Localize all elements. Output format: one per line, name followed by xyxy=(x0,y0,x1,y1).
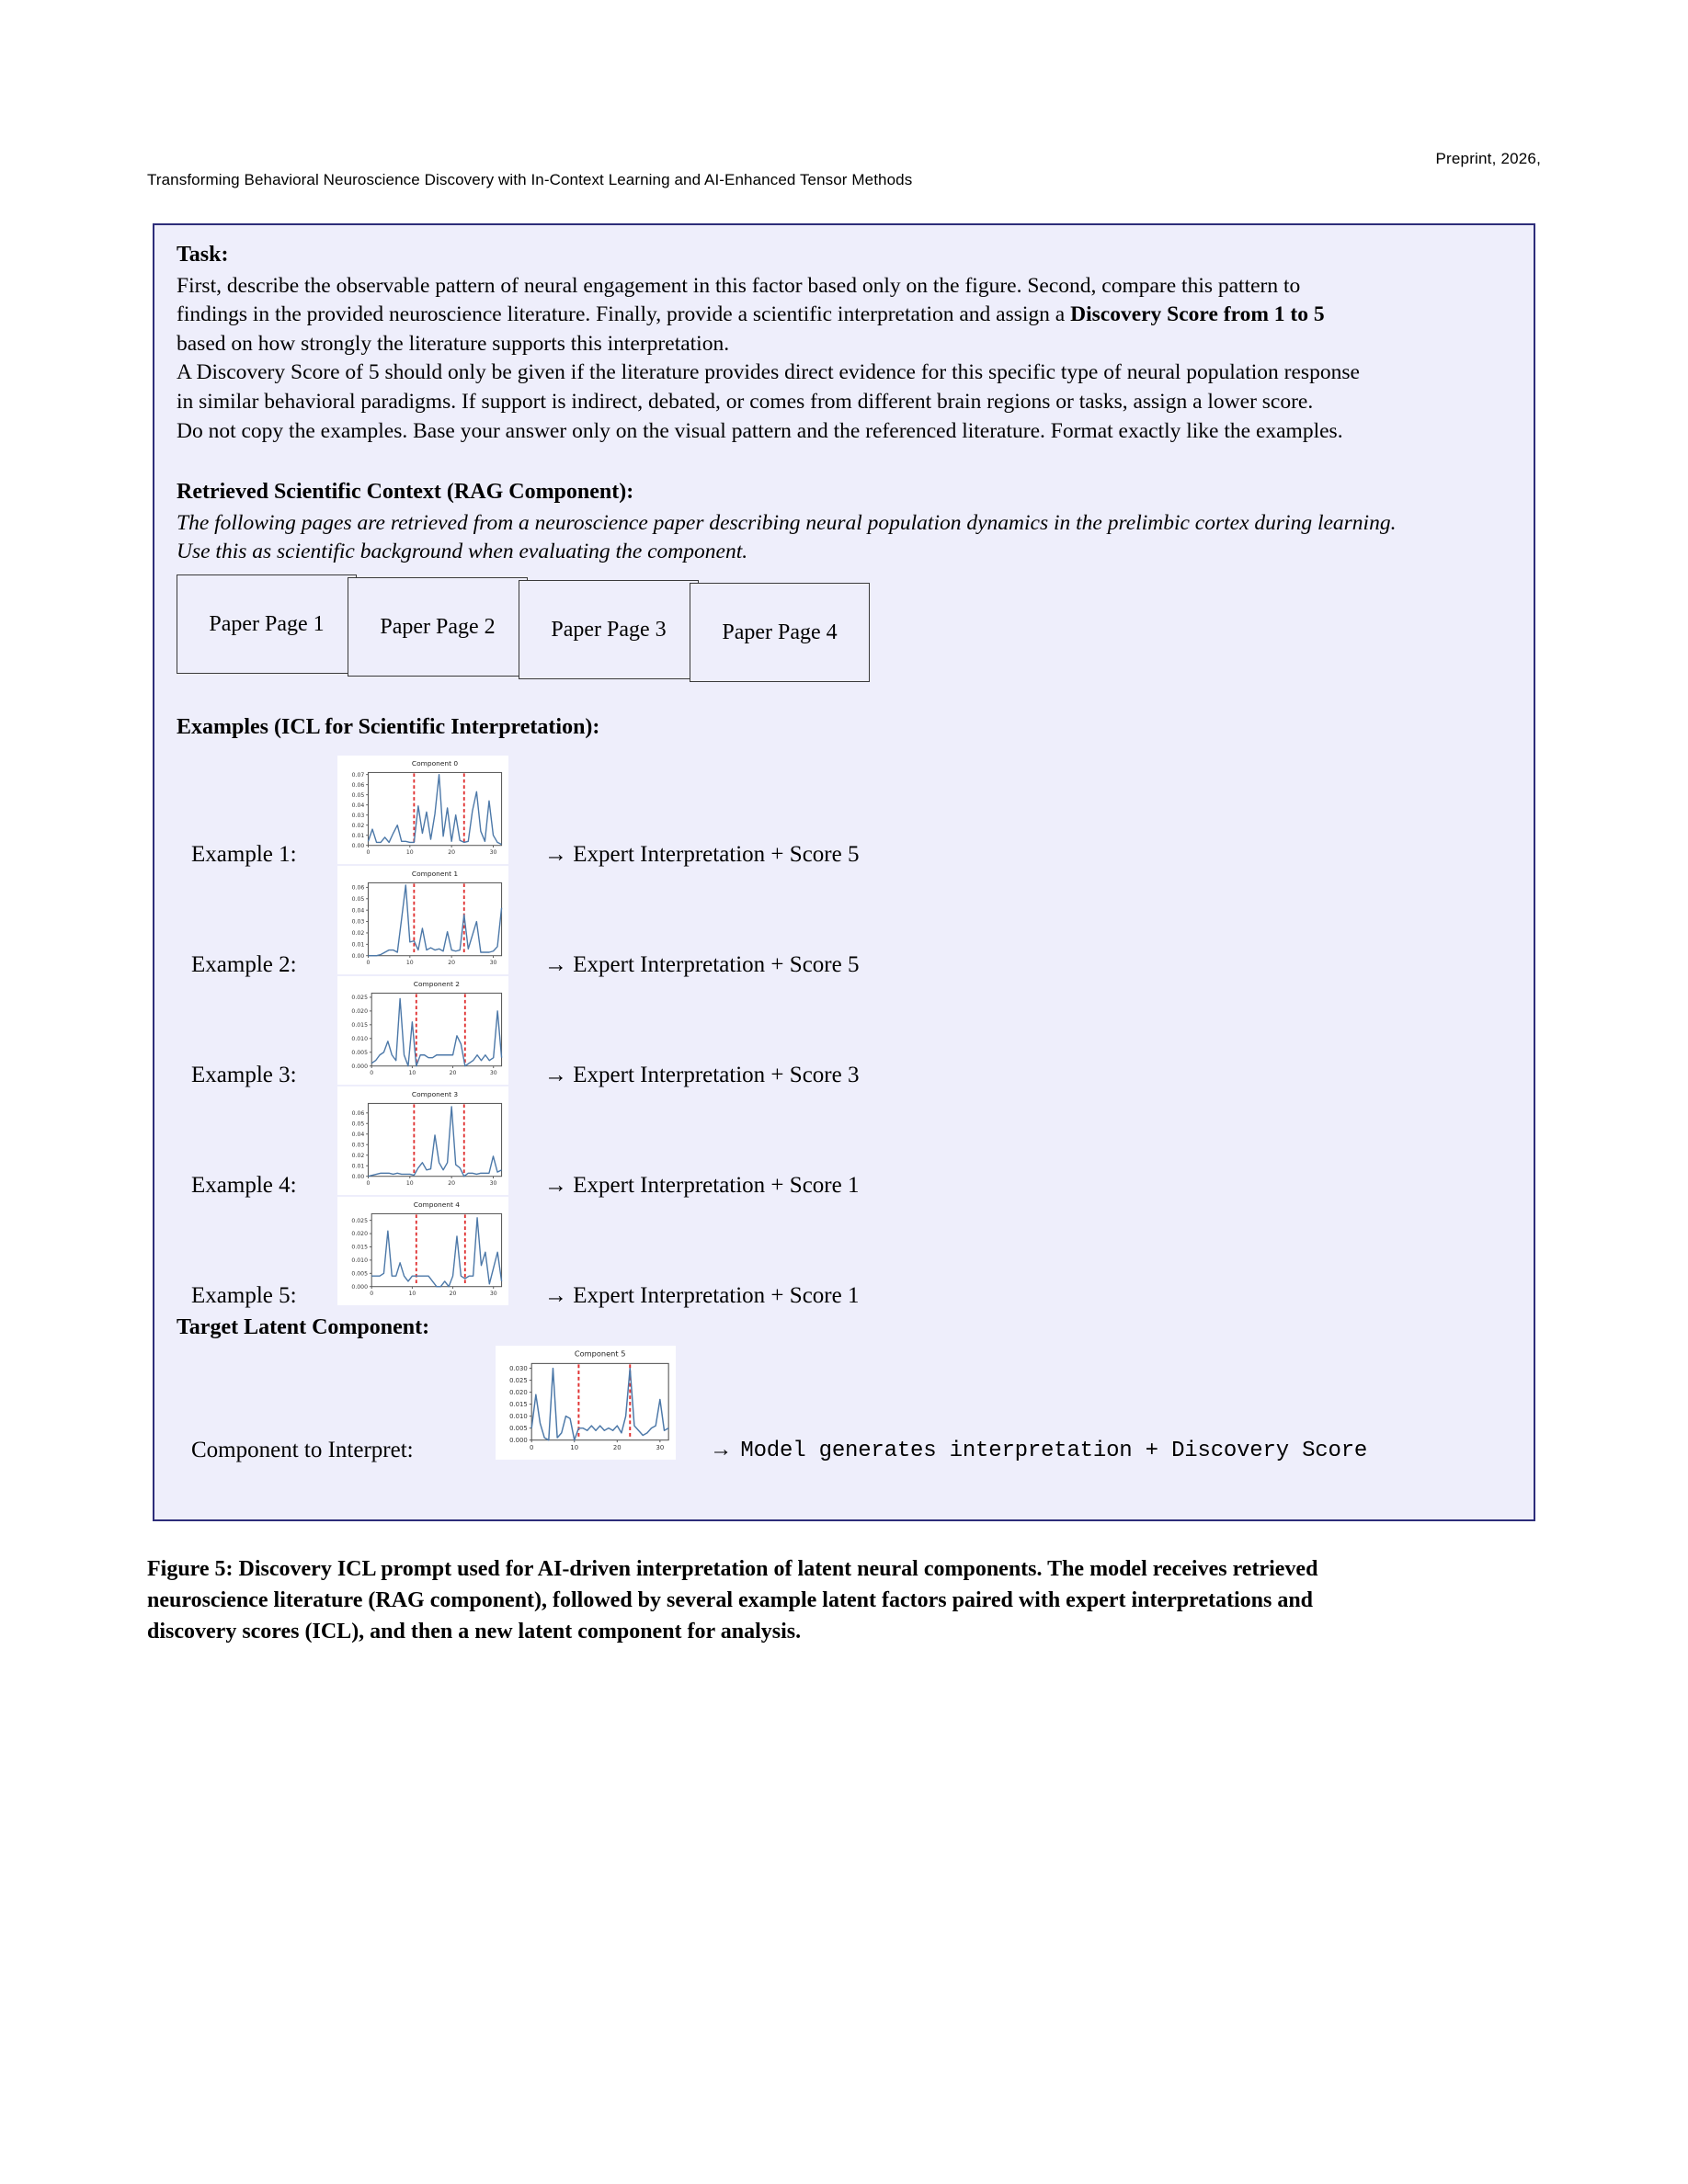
svg-text:0.06: 0.06 xyxy=(351,1109,365,1117)
examples-heading: Examples (ICL for Scientific Interpretation): xyxy=(177,715,600,739)
task-line-2-text: findings in the provided neuroscience literature. Finally, provide a scientific interpretation and assign a xyxy=(177,302,1071,327)
svg-text:20: 20 xyxy=(449,1069,457,1076)
svg-text:0: 0 xyxy=(366,848,371,856)
svg-text:Component 0: Component 0 xyxy=(411,758,459,768)
svg-text:0.04: 0.04 xyxy=(351,802,365,809)
component-plot-4 xyxy=(337,1197,508,1305)
svg-text:0: 0 xyxy=(370,1069,374,1076)
paper-page-box-1[interactable] xyxy=(177,574,357,674)
example-row-2 xyxy=(177,866,1511,976)
svg-text:0.015: 0.015 xyxy=(351,1244,369,1251)
svg-text:30: 30 xyxy=(489,1290,497,1297)
svg-text:0.025: 0.025 xyxy=(509,1377,528,1385)
svg-text:0.005: 0.005 xyxy=(509,1425,528,1433)
svg-text:0.020: 0.020 xyxy=(509,1389,528,1397)
svg-text:0: 0 xyxy=(530,1444,534,1452)
component-plot-3 xyxy=(337,1086,508,1195)
paper-page-box-2[interactable] xyxy=(348,577,528,677)
svg-text:0.03: 0.03 xyxy=(351,918,365,926)
svg-text:0.04: 0.04 xyxy=(351,906,365,914)
svg-text:0.025: 0.025 xyxy=(351,1217,369,1224)
svg-text:0.04: 0.04 xyxy=(351,1131,365,1138)
task-line-1: First, describe the observable pattern of neural engagement in this factor based only on the figure. Second, compare this pattern to xyxy=(177,273,1301,298)
svg-text:10: 10 xyxy=(405,848,414,856)
svg-text:10: 10 xyxy=(570,1444,579,1452)
example-outcome-4: → Expert Interpretation + Score 1 xyxy=(544,1172,860,1198)
task-heading: Task: xyxy=(177,243,229,267)
svg-text:0.00: 0.00 xyxy=(351,1173,365,1180)
svg-text:0.000: 0.000 xyxy=(351,1063,369,1070)
example-label-5: Example 5: xyxy=(191,1282,297,1308)
component-plot-5 xyxy=(496,1346,676,1460)
svg-text:0: 0 xyxy=(366,959,371,966)
example-row-4 xyxy=(177,1086,1511,1197)
icl-prompt-panel xyxy=(153,223,1535,1521)
svg-text:20: 20 xyxy=(612,1444,622,1452)
svg-text:20: 20 xyxy=(448,959,456,966)
svg-text:0.000: 0.000 xyxy=(351,1283,369,1291)
component-plot-1 xyxy=(337,866,508,974)
svg-text:0.010: 0.010 xyxy=(509,1413,528,1421)
svg-text:0.015: 0.015 xyxy=(351,1021,369,1029)
svg-text:0.01: 0.01 xyxy=(351,1163,365,1169)
svg-text:0.010: 0.010 xyxy=(351,1035,369,1042)
svg-text:0.01: 0.01 xyxy=(351,941,365,949)
example-outcome-3: → Expert Interpretation + Score 3 xyxy=(544,1062,860,1087)
spacer-examples xyxy=(177,681,1511,712)
paper-page-box-3[interactable] xyxy=(519,580,699,679)
example-label-1: Example 1: xyxy=(191,841,297,867)
svg-text:0.06: 0.06 xyxy=(351,884,365,892)
example-outcome-2: → Expert Interpretation + Score 5 xyxy=(544,951,860,977)
svg-text:0.015: 0.015 xyxy=(509,1401,528,1409)
component-plot-0 xyxy=(337,756,508,864)
example-row-5 xyxy=(177,1197,1511,1307)
example-row-3 xyxy=(177,976,1511,1086)
task-line-5: in similar behavioral paradigms. If support is indirect, debated, or comes from different brain regions or tasks, assign a lower score. xyxy=(177,390,1314,414)
figure-caption xyxy=(147,1553,1545,1647)
caption-line-2: neuroscience literature (RAG component), followed by several example latent factors paired with expert interpretations and xyxy=(147,1588,1314,1613)
svg-text:0.02: 0.02 xyxy=(351,822,365,829)
svg-text:10: 10 xyxy=(408,1290,416,1297)
svg-text:30: 30 xyxy=(656,1444,665,1452)
svg-text:0.000: 0.000 xyxy=(509,1437,528,1445)
target-component-outcome: → Model generates interpretation + Discovery Score xyxy=(714,1439,1368,1464)
caption-line-3: discovery scores (ICL), and then a new latent component for analysis. xyxy=(147,1620,802,1644)
running-head-left: Transforming Behavioral Neuroscience Discovery with In-Context Learning and AI-Enhanced Tensor Methods xyxy=(147,171,913,188)
example-label-3: Example 3: xyxy=(191,1062,297,1087)
svg-text:20: 20 xyxy=(448,848,456,856)
svg-text:0.03: 0.03 xyxy=(351,1142,365,1148)
svg-text:Component 3: Component 3 xyxy=(411,1089,459,1098)
svg-text:0: 0 xyxy=(370,1290,374,1297)
svg-text:0.010: 0.010 xyxy=(351,1257,369,1264)
component-plot-2 xyxy=(337,976,508,1085)
running-head-right: Preprint, 2026, xyxy=(1435,150,1541,167)
paper-page-label-4: Paper Page 4 xyxy=(722,620,838,644)
discovery-score-phrase: Discovery Score from 1 to 5 xyxy=(1070,302,1325,327)
svg-text:Component 2: Component 2 xyxy=(413,979,460,988)
svg-text:0.020: 0.020 xyxy=(351,1230,369,1237)
svg-text:20: 20 xyxy=(448,1179,456,1187)
example-row-1 xyxy=(177,756,1511,866)
svg-text:30: 30 xyxy=(489,959,497,966)
paper-page-box-4[interactable] xyxy=(690,583,870,682)
svg-text:0.005: 0.005 xyxy=(351,1049,369,1056)
example-label-4: Example 4: xyxy=(191,1172,297,1198)
svg-text:10: 10 xyxy=(405,959,414,966)
spacer-rag xyxy=(177,446,1511,477)
svg-text:0.05: 0.05 xyxy=(351,1120,365,1128)
svg-text:30: 30 xyxy=(489,1179,497,1187)
svg-text:Component 5: Component 5 xyxy=(574,1348,626,1359)
svg-text:0.02: 0.02 xyxy=(351,929,365,937)
target-component-row xyxy=(177,1346,1511,1465)
svg-text:30: 30 xyxy=(489,1069,497,1076)
paper-pages-row xyxy=(177,574,1511,681)
svg-text:10: 10 xyxy=(405,1179,414,1187)
examples-list xyxy=(177,748,1511,1313)
example-outcome-5: → Expert Interpretation + Score 1 xyxy=(544,1282,860,1308)
svg-text:0.020: 0.020 xyxy=(351,1007,369,1015)
svg-text:0.00: 0.00 xyxy=(351,842,365,849)
svg-text:0.025: 0.025 xyxy=(351,994,369,1001)
example-label-2: Example 2: xyxy=(191,951,297,977)
svg-text:0.05: 0.05 xyxy=(351,791,365,799)
example-outcome-1: → Expert Interpretation + Score 5 xyxy=(544,841,860,867)
svg-text:20: 20 xyxy=(449,1290,457,1297)
svg-text:0: 0 xyxy=(366,1179,371,1187)
svg-text:0.05: 0.05 xyxy=(351,895,365,903)
svg-text:Component 1: Component 1 xyxy=(411,869,459,878)
paper-page-label-1: Paper Page 1 xyxy=(209,611,325,636)
svg-text:0.00: 0.00 xyxy=(351,952,365,960)
svg-text:10: 10 xyxy=(408,1069,416,1076)
rag-italic-line-2: Use this as scientific background when evaluating the component. xyxy=(177,540,748,564)
svg-text:0.03: 0.03 xyxy=(351,812,365,819)
svg-text:0.07: 0.07 xyxy=(351,771,365,779)
task-line-4: A Discovery Score of 5 should only be given if the literature provides direct evidence for this specific type of neural population response xyxy=(177,360,1360,385)
paper-page-label-2: Paper Page 2 xyxy=(380,614,496,639)
target-component-label: Component to Interpret: xyxy=(191,1438,414,1463)
caption-line-1: Figure 5: Discovery ICL prompt used for AI-driven interpretation of latent neural components. The model receives retrieved xyxy=(147,1557,1318,1581)
svg-text:0.02: 0.02 xyxy=(351,1152,365,1159)
task-line-6: Do not copy the examples. Base your answer only on the visual pattern and the referenced literature. Format exactly like the examples. xyxy=(177,418,1343,443)
svg-text:0.005: 0.005 xyxy=(351,1270,369,1278)
svg-text:30: 30 xyxy=(489,848,497,856)
svg-text:0.01: 0.01 xyxy=(351,832,365,839)
rag-italic-line-1: The following pages are retrieved from a neuroscience paper describing neural population dynamics in the prelimbic cortex during learning. xyxy=(177,510,1397,535)
svg-text:0.06: 0.06 xyxy=(351,781,365,789)
task-line-3: based on how strongly the literature supports this interpretation. xyxy=(177,331,730,356)
svg-text:0.030: 0.030 xyxy=(509,1365,528,1373)
paper-page-label-3: Paper Page 3 xyxy=(551,617,667,642)
target-heading: Target Latent Component: xyxy=(177,1314,430,1339)
svg-text:Component 4: Component 4 xyxy=(413,1200,460,1209)
task-line-2 xyxy=(177,301,1511,330)
rag-heading: Retrieved Scientific Context (RAG Component): xyxy=(177,480,634,505)
